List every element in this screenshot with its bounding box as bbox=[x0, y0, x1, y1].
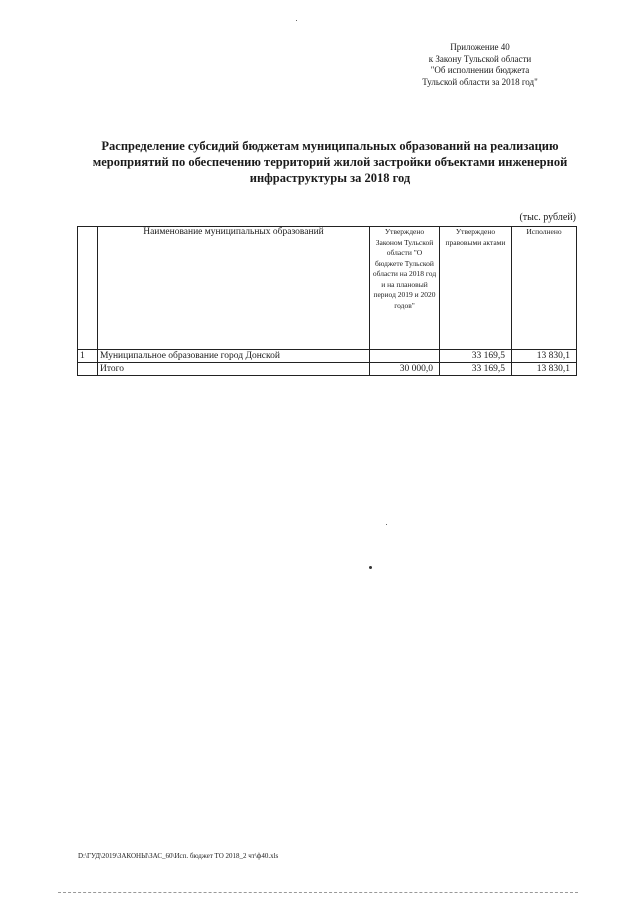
table-total-row bbox=[78, 363, 577, 376]
header-executed: Исполнено bbox=[512, 227, 577, 350]
subsidy-table bbox=[77, 226, 577, 376]
title-line-3: инфраструктуры за 2018 год bbox=[249, 171, 411, 185]
total-approved-law: 30 000,0 bbox=[370, 363, 440, 376]
header-approved-acts: Утверждено правовыми актами bbox=[440, 227, 512, 350]
appendix-note bbox=[380, 42, 580, 88]
total-approved-acts: 33 169,5 bbox=[440, 363, 512, 376]
appendix-line-3: "Об исполнении бюджета bbox=[430, 65, 530, 75]
row-approved-acts: 33 169,5 bbox=[440, 350, 512, 363]
header-num bbox=[78, 227, 98, 350]
file-path-footer: D:\ГУД\2019\ЗАКОНЫ\ЗАС_60\Исп. бюджет ТО 2018_2 чт\ф40.xls bbox=[78, 852, 279, 860]
appendix-line-1: Приложение 40 bbox=[450, 42, 510, 52]
scan-speck bbox=[296, 20, 297, 21]
total-num bbox=[78, 363, 98, 376]
table-header-row bbox=[78, 227, 577, 350]
scan-edge-line bbox=[58, 892, 578, 893]
appendix-line-2: к Закону Тульской области bbox=[428, 53, 532, 64]
header-name: Наименование муниципальных образований bbox=[98, 227, 370, 350]
title-line-2: мероприятий по обеспечению территорий жилой застройки объектами инженерной bbox=[92, 155, 568, 169]
table-row bbox=[78, 350, 577, 363]
row-approved-law bbox=[370, 350, 440, 363]
row-executed: 13 830,1 bbox=[512, 350, 577, 363]
row-num: 1 bbox=[78, 350, 98, 363]
units-label: (тыс. рублей) bbox=[519, 212, 576, 223]
row-name: Муниципальное образование город Донской bbox=[98, 350, 370, 363]
total-executed: 13 830,1 bbox=[512, 363, 577, 376]
header-approved-law: Утверждено Законом Тульской области "О бюджете Тульской области на 2018 год и на плановый период 2019 и 2020 годов" bbox=[370, 227, 440, 350]
scan-speck bbox=[369, 566, 372, 569]
document-title bbox=[60, 138, 600, 186]
total-name: Итого bbox=[98, 363, 370, 376]
title-line-1: Распределение субсидий бюджетам муниципальных образований на реализацию bbox=[101, 139, 559, 153]
appendix-line-4: Тульской области за 2018 год" bbox=[422, 76, 538, 87]
scan-speck bbox=[386, 524, 387, 525]
